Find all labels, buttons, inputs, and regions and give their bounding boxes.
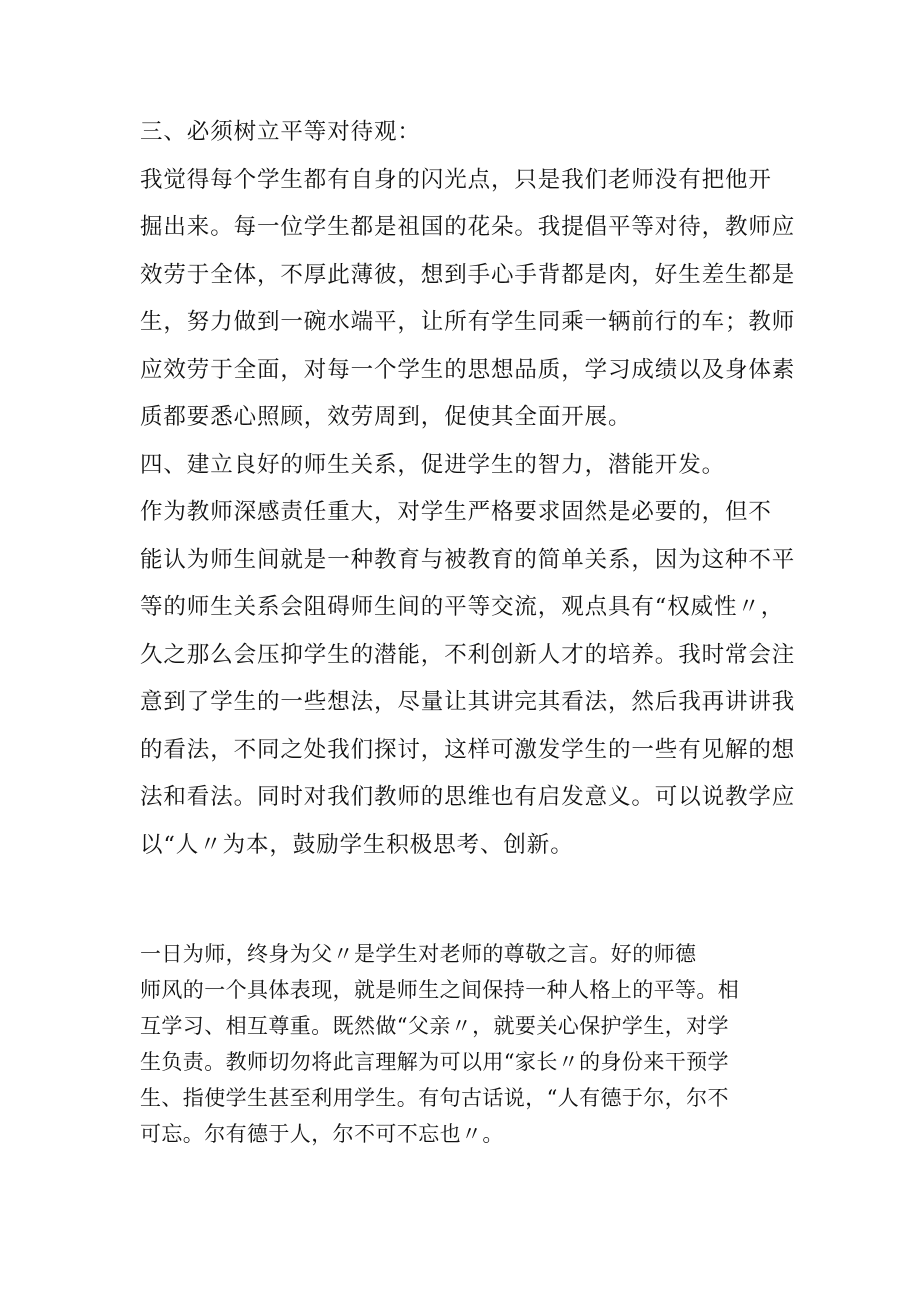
heading-section-4: 四、建立良好的师生关系，促进学生的智力，潜能开发。 — [140, 452, 726, 478]
text-line: 掘出来。每一位学生都是祖国的花朵。我提倡平等对待，教师应 — [140, 214, 796, 240]
text-line: 意到了学生的一些想法，尽量让其讲完其看法，然后我再讲讲我 — [140, 689, 796, 715]
text-line: 等的师生关系会阻碍师生间的平等交流，观点具有“权威性〃， — [140, 594, 785, 620]
text-line: 生、指使学生甚至利用学生。有句古话说，“人有德于尔，尔不 — [140, 1086, 729, 1110]
text-line: 久之那么会压抑学生的潜能，不利创新人才的培养。我时常会注 — [140, 642, 796, 668]
text-line: 效劳于全体，不厚此薄彼，想到手心手背都是肉，好生差生都是 — [140, 262, 796, 288]
text-line: 质都要悉心照顾，效劳周到，促使其全面开展。 — [140, 404, 632, 430]
text-line: 互学习、相互尊重。既然做“父亲〃，就要关心保护学生，对学 — [140, 1014, 729, 1038]
text-line: 一日为师，终身为父〃是学生对老师的尊敬之言。好的师德 — [140, 942, 697, 966]
text-line: 以“人〃为本，鼓励学生积极思考、创新。 — [140, 832, 574, 858]
text-line: 的看法，不同之处我们探讨，这样可激发学生的一些有见解的想 — [140, 737, 796, 763]
text-line: 作为教师深感责任重大，对学生严格要求固然是必要的，但不 — [140, 499, 772, 525]
text-line: 我觉得每个学生都有自身的闪光点，只是我们老师没有把他开 — [140, 167, 772, 193]
text-line: 应效劳于全面，对每一个学生的思想品质，学习成绩以及身体素 — [140, 357, 796, 383]
text-line: 可忘。尔有德于人，尔不可不忘也〃。 — [140, 1122, 504, 1146]
text-line: 生负责。教师切勿将此言理解为可以用“家长〃的身份来干预学 — [140, 1050, 729, 1074]
text-line: 生，努力做到一碗水端平，让所有学生同乘一辆前行的车；教师 — [140, 309, 796, 335]
text-line: 法和看法。同时对我们教师的思维也有启发意义。可以说教学应 — [140, 784, 796, 810]
heading-section-3: 三、必须树立平等对待观： — [140, 119, 421, 145]
text-line: 师风的一个具体表现，就是师生之间保持一种人格上的平等。相 — [140, 978, 740, 1002]
text-line: 能认为师生间就是一种教育与被教育的简单关系，因为这种不平 — [140, 547, 796, 573]
